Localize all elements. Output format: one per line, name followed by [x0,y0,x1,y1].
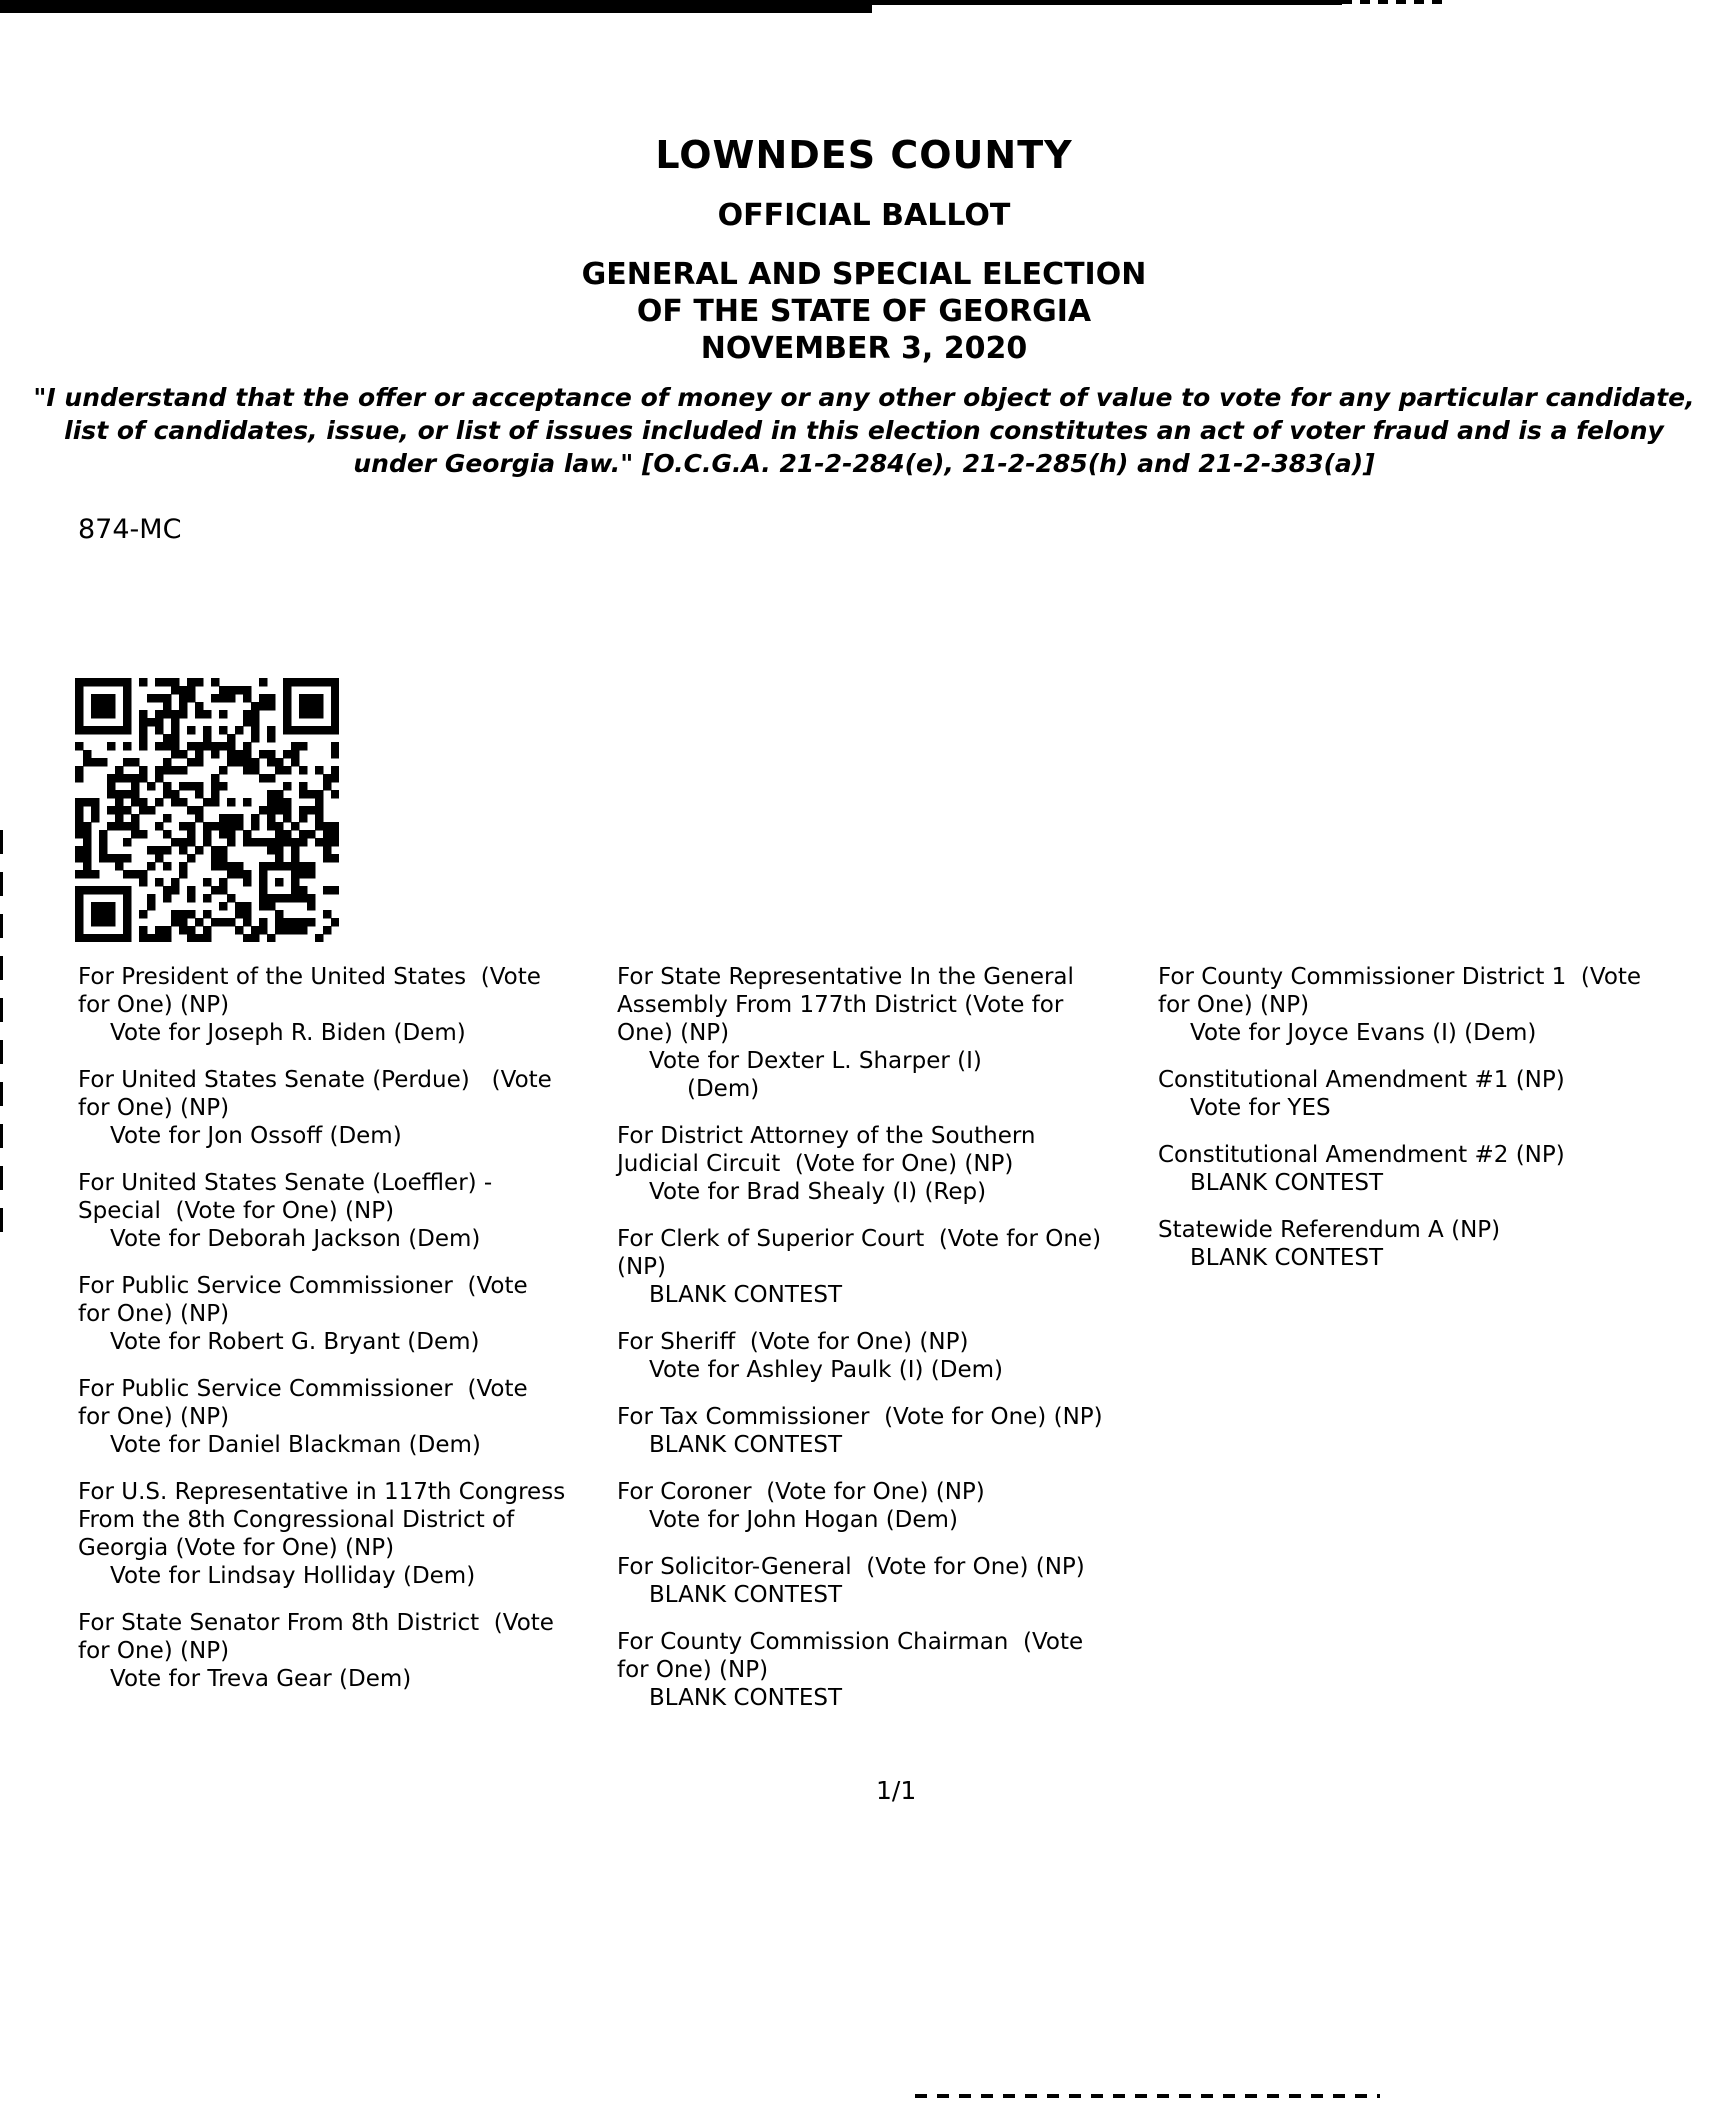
ballot-header [0,133,1728,367]
contest-title-line: For United States Senate (Loeffler) - [78,1170,493,1196]
contest-column-1 [78,963,626,1712]
scan-artifact-left-dashes [0,830,3,1242]
contest-result-line: BLANK CONTEST [1190,1170,1384,1196]
contest-title-line: Georgia (Vote for One) (NP) [78,1535,395,1561]
contest-title-line: For Solicitor-General (Vote for One) (NP) [617,1554,1085,1580]
contest-block [78,1169,626,1253]
election-title-line2: OF THE STATE OF GEORGIA [636,294,1092,329]
contest-title-line: For Sheriff (Vote for One) (NP) [617,1329,969,1355]
contest-result-line: Vote for Daniel Blackman (Dem) [110,1432,481,1458]
contest-columns [78,963,1728,1723]
contest-title-line: For District Attorney of the Southern [617,1123,1036,1149]
contest-title-line: for One) (NP) [1158,992,1310,1018]
scan-artifact-top-bar [0,0,872,13]
election-date: NOVEMBER 3, 2020 [700,331,1028,366]
contest-result-line: Vote for Robert G. Bryant (Dem) [110,1329,480,1355]
election-title [0,256,1728,367]
contest-title-line: For Public Service Commissioner (Vote [78,1376,528,1402]
contest-result-line: Vote for Joseph R. Biden (Dem) [110,1020,466,1046]
contest-result-line: Vote for John Hogan (Dem) [649,1507,958,1533]
contest-title-line: For U.S. Representative in 117th Congress [78,1479,566,1505]
contest-block [78,1066,626,1150]
contest-result-line: Vote for YES [1190,1095,1331,1121]
contest-title-line: for One) (NP) [78,1301,230,1327]
contest-title-line: For County Commissioner District 1 (Vote [1158,964,1642,990]
county-title: LOWNDES COUNTY [655,133,1073,177]
contest-block [617,1328,1162,1384]
contest-result-line: Vote for Treva Gear (Dem) [110,1666,412,1692]
contest-result-line: BLANK CONTEST [1190,1245,1384,1271]
contest-title-line: Assembly From 177th District (Vote for [617,992,1064,1018]
contest-result-line: BLANK CONTEST [649,1432,843,1458]
contest-block [617,1553,1162,1609]
contest-title-line: (NP) [617,1254,667,1280]
contest-title-line: Statewide Referendum A (NP) [1158,1217,1501,1243]
contest-title-line: for One) (NP) [617,1657,769,1683]
qr-code [75,678,339,942]
contest-block [617,1122,1162,1206]
contest-block [78,1272,626,1356]
contest-result-line: BLANK CONTEST [649,1685,843,1711]
contest-block [617,963,1162,1103]
contest-title-line: For State Senator From 8th District (Vote [78,1610,554,1636]
page-number: 1/1 [876,1776,917,1805]
disclaimer-line-2: list of candidates, issue, or list of issues included in this election constitutes an act of voter fraud and is a felony [64,416,1664,445]
contest-result-line: BLANK CONTEST [649,1282,843,1308]
contest-block [617,1403,1162,1459]
contest-title-line: For United States Senate (Perdue) (Vote [78,1067,552,1093]
contest-block [78,1609,626,1693]
contest-block [1158,1141,1728,1197]
contest-column-3 [1158,963,1728,1291]
contest-title-line: For Coroner (Vote for One) (NP) [617,1479,985,1505]
contest-result-line: BLANK CONTEST [649,1582,843,1608]
contest-title-line: For County Commission Chairman (Vote [617,1629,1084,1655]
contest-title-line: Judicial Circuit (Vote for One) (NP) [617,1151,1014,1177]
election-title-line1: GENERAL AND SPECIAL ELECTION [581,257,1147,292]
voter-fraud-disclaimer [0,381,1728,480]
contest-title-line: One) (NP) [617,1020,730,1046]
contest-result-line: Vote for Ashley Paulk (I) (Dem) [649,1357,1003,1383]
contest-title-line: For Public Service Commissioner (Vote [78,1273,528,1299]
contest-column-2 [617,963,1162,1731]
contest-title-line: Special (Vote for One) (NP) [78,1198,395,1224]
contest-title-line: for One) (NP) [78,1404,230,1430]
contest-result-line: Vote for Joyce Evans (I) (Dem) [1190,1020,1537,1046]
contest-title-line: From the 8th Congressional District of [78,1507,515,1533]
contest-result-line: (Dem) [687,1076,760,1102]
contest-block [78,963,626,1047]
contest-result-line: Vote for Lindsay Holliday (Dem) [110,1563,476,1589]
contest-title-line: For Tax Commissioner (Vote for One) (NP) [617,1404,1103,1430]
precinct-code: 874-MC [78,514,182,545]
contest-title-line: Constitutional Amendment #2 (NP) [1158,1142,1565,1168]
scan-artifact-top-dashes [1342,0,1442,4]
contest-title-line: for One) (NP) [78,1638,230,1664]
contest-title-line: For State Representative In the General [617,964,1074,990]
contest-title-line: For Clerk of Superior Court (Vote for One) [617,1226,1102,1252]
contest-result-line: Vote for Brad Shealy (I) (Rep) [649,1179,987,1205]
contest-result-line: Vote for Jon Ossoff (Dem) [110,1123,402,1149]
contest-block [78,1375,626,1459]
contest-block [617,1225,1162,1309]
contest-result-line: Vote for Dexter L. Sharper (I) [649,1048,982,1074]
contest-title-line: Constitutional Amendment #1 (NP) [1158,1067,1565,1093]
contest-title-line: For President of the United States (Vote [78,964,541,990]
disclaimer-line-3: under Georgia law." [O.C.G.A. 21-2-284(e), 21-2-285(h) and 21-2-383(a)] [353,449,1375,478]
ballot-type-title: OFFICIAL BALLOT [717,198,1011,233]
scan-artifact-top-line [870,0,1342,5]
contest-result-line: Vote for Deborah Jackson (Dem) [110,1226,481,1252]
contest-block [617,1628,1162,1712]
contest-block [1158,963,1728,1047]
contest-block [78,1478,626,1590]
contest-title-line: for One) (NP) [78,1095,230,1121]
contest-block [1158,1066,1728,1122]
scan-artifact-bottom-dashes [915,2094,1380,2098]
contest-title-line: for One) (NP) [78,992,230,1018]
contest-block [617,1478,1162,1534]
contest-block [1158,1216,1728,1272]
disclaimer-line-1: "I understand that the offer or acceptance of money or any other object of value to vote for any particular candidate, [33,383,1695,412]
